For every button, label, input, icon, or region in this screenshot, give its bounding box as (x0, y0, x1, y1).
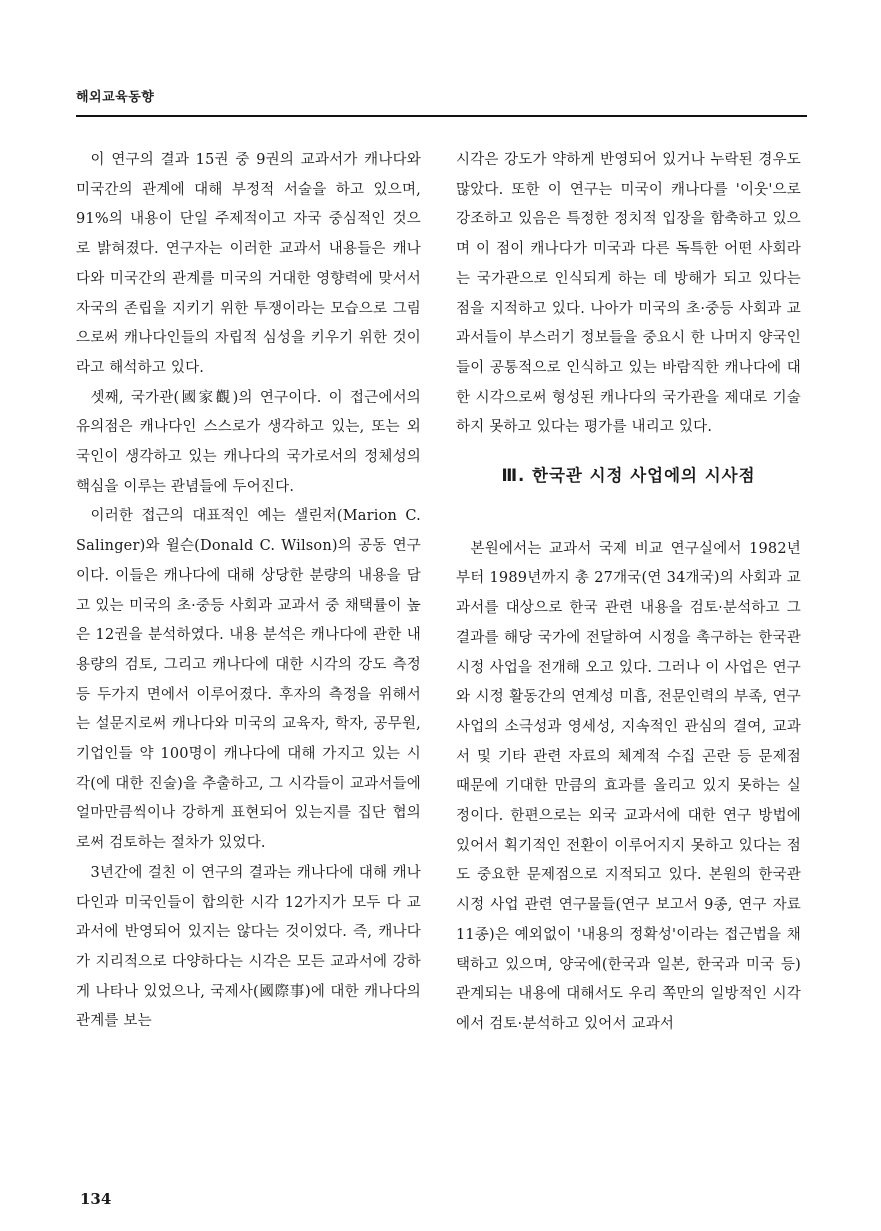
body-paragraph: 이 연구의 결과 15권 중 9권의 교과서가 캐나다와 미국간의 관계에 대해 부정적 서술을 하고 있으며, 91%의 내용이 단일 주제적이고 자국 중심적인 것으로 밝혀졌다. 연구자는 이러한 교과서 내용들은 캐나다와 미국간의 관계를 미국의 거대한 영향력에 맞서서 자국의 존립을 지키기 위한 투쟁이라는 모습으로 그림으로써 캐나다인들의 자립적 심성을 키우기 위한 것이라고 해석하고 있다. (76, 152, 421, 376)
right-column (456, 146, 801, 1040)
body-paragraph: 셋째, 국가관(國家觀)의 연구이다. 이 접근에서의 유의점은 캐나다인 스스로가 생각하고 있는, 또는 외국인이 생각하고 있는 캐나다의 국가로서의 정체성의 핵심을 이루는 관념들에 두어진다. (76, 389, 421, 495)
running-header: 해외교육동향 (76, 90, 155, 105)
body-paragraph: 시각은 강도가 약하게 반영되어 있거나 누락된 경우도 많았다. 또한 이 연구는 미국이 캐나다를 '이웃'으로 강조하고 있음은 특정한 정치적 입장을 함축하고 있으며 이 점이 캐나다가 미국과 다른 독특한 어떤 사회라는 국가관으로 인식되게 하는 데 방해가 되고 있다는 점을 지적하고 있다. 나아가 미국의 초·중등 사회과 교과서들이 부스러기 정보들을 중요시 한 나머지 양국인들이 공통적으로 인식하고 있는 바람직한 캐나다에 대한 시각으로써 형성된 캐나다의 국가관을 제대로 기술하지 못하고 있다는 평가를 내리고 있다. (456, 152, 801, 436)
body-paragraph: 이러한 접근의 대표적인 예는 샐린저(Marion C. Salinger)와 윌슨(Donald C. Wilson)의 공동 연구이다. 이들은 캐나다에 대해 상당한 분량의 내용을 담고 있는 미국의 초·중등 사회과 교과서 중 채택률이 높은 12권을 분석하였다. 내용 분석은 캐나다에 관한 내용량의 검토, 그리고 캐나다에 대한 시각의 강도 측정 등 두가지 면에서 이루어졌다. 후자의 측정을 위해서는 설문지로써 캐나다와 미국의 교육자, 학자, 공무원, 기업인들 약 100명이 캐나다에 대해 가지고 있는 시각(에 대한 진술)을 추출하고, 그 시각들이 교과서들에 얼마만큼씩이나 강하게 표현되어 있는지를 집단 협의로써 검토하는 절차가 있었다. (76, 508, 421, 852)
page-number: 134 (80, 1190, 112, 1208)
body-paragraph: 본원에서는 교과서 국제 비교 연구실에서 1982년부터 1989년까지 총 27개국(연 34개국)의 사회과 교과서를 대상으로 한국 관련 내용을 검토·분석하고 그 결과를 해당 국가에 전달하여 시정을 촉구하는 한국관 시정 사업을 전개해 오고 있다. 그러나 이 사업은 연구와 시정 활동간의 연계성 미흡, 전문인력의 부족, 연구 사업의 소극성과 영세성, 지속적인 관심의 결여, 교과서 및 기타 관련 자료의 체계적 수집 곤란 등 문제점 때문에 기대한 만큼의 효과를 올리고 있지 못하는 실정이다. 한편으로는 외국 교과서에 대한 연구 방법에 있어서 획기적인 전환이 이루어지지 못하고 있다는 점도 중요한 문제점으로 지적되고 있다. 본원의 한국관 시정 사업 관련 연구물들(연구 보고서 9종, 연구 자료 11종)은 예외없이 '내용의 정확성'이라는 접근법을 채택하고 있으며, 양국에(한국과 일본, 한국과 미국 등)관계되는 내용에 대해서도 우리 쪽만의 일방적인 시각에서 검토·분석하고 있어서 교과서 (456, 540, 801, 1032)
section-heading: Ⅲ. 한국관 시정 사업에의 시사점 (501, 466, 756, 486)
header-divider (76, 115, 807, 117)
left-column (76, 146, 421, 1037)
body-paragraph: 3년간에 걸친 이 연구의 결과는 캐나다에 대해 캐나다인과 미국인들이 합의한 시각 12가지가 모두 다 교과서에 반영되어 있지는 않다는 것이었다. 즉, 캐나다가 지리적으로 다양하다는 시각은 모든 교과서에 강하게 나타나 있었으나, 국제사(國際事)에 대한 캐나다의 관계를 보는 (76, 864, 421, 1030)
